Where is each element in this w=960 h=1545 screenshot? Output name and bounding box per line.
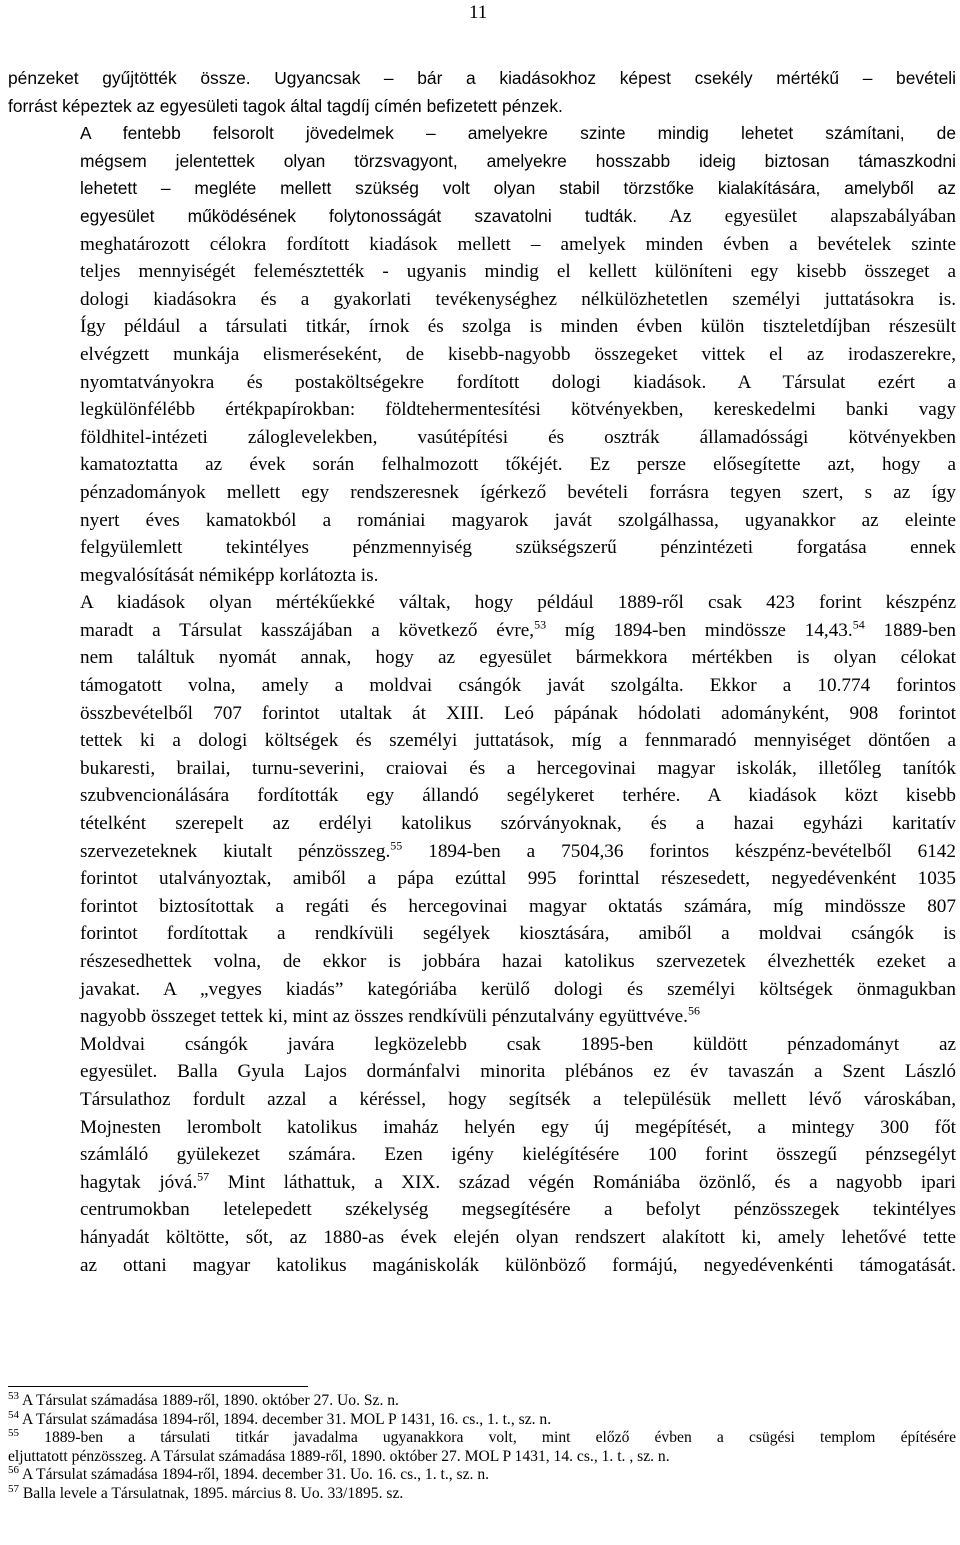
footnotes	[8, 1389, 956, 1504]
paragraph	[8, 1031, 956, 1279]
line-text: egyesület működésének folytonosságát szavatolni tudták.	[80, 205, 638, 226]
text-line	[8, 231, 956, 259]
line-text: meghatározott célokra fordított kiadások mellett – amelyek minden évben a bevételek szinte	[80, 233, 956, 255]
body-text	[8, 65, 956, 1279]
text-line	[8, 589, 956, 617]
text-line	[8, 1058, 956, 1086]
paragraph	[8, 120, 956, 589]
text-line	[8, 1003, 956, 1031]
line-text: összbevételből 707 forintot utaltak át XIII. Leó pápának hódolati adományként, 908 forintot	[80, 702, 956, 724]
text-line	[8, 93, 956, 121]
text-line	[8, 286, 956, 314]
line-text: Az egyesület alapszabályában	[637, 205, 956, 227]
text-line	[8, 1196, 956, 1224]
line-text: nyert éves kamatokból a romániai magyarok javát szolgálhassa, ugyanakkor az eleinte	[80, 509, 956, 531]
text-line	[8, 700, 956, 728]
line-text: szubvencionálására fordították egy állandó segélykeret terhére. A kiadások közt kisebb	[80, 785, 956, 807]
text-line	[8, 451, 956, 479]
footnote	[8, 1389, 956, 1411]
line-text: kamatoztatta az évek során felhalmozott tőkéjét. Ez persze elősegítette azt, hogy a	[80, 454, 956, 476]
text-line	[8, 1224, 956, 1252]
page-number: 11	[469, 2, 488, 23]
text-line	[8, 920, 956, 948]
footnote-ref: 54	[852, 617, 865, 632]
line-text: 1889-ben	[864, 619, 956, 641]
footnote	[8, 1408, 956, 1430]
footnote-number: 53	[8, 1389, 19, 1402]
line-text: A fentebb felsorolt jövedelmek – amelyekre szinte mindig lehetet számítani, de	[80, 123, 956, 144]
line-text: 1894-ben a 7504,36 forintos készpénz-bevételből 6142	[402, 840, 956, 862]
footnote-ref: 56	[687, 1003, 700, 1018]
footnote-number: 57	[8, 1482, 19, 1495]
line-text: javakat. A „vegyes kiadás” kategóriába kerülő dologi és személyi költségek önmagukban	[80, 978, 956, 1000]
text-line	[8, 313, 956, 341]
text-line	[8, 148, 956, 176]
text-line	[8, 893, 956, 921]
line-text: nagyobb összeget tettek ki, mint az összes rendkívüli pénzutalvány együttvéve.	[80, 1006, 688, 1028]
text-line	[8, 203, 956, 231]
footnote-text: A Társulat számadása 1894-ről, 1894. december 31. Uo. 16. cs., 1. t., sz. n.	[19, 1466, 490, 1484]
footnote-text: 1889-ben a társulati titkár javadalma ugyanakkora volt, mint előző évben a csügési templom építésére	[19, 1429, 956, 1447]
text-line	[8, 1141, 956, 1169]
text-line	[8, 562, 956, 590]
line-text: Mojnesten lerombolt katolikus imaház helyén egy új megépítését, a mintegy 300 főt	[80, 1116, 956, 1138]
line-text: egyesület. Balla Gyula Lajos dormánfalvi minorita plébános ez év tavaszán a Szent László	[80, 1061, 956, 1083]
text-line	[8, 755, 956, 783]
line-text: Így például a társulati titkár, írnok és szolga is minden évben külön tiszteletdíjban részesült	[80, 316, 956, 338]
footnote	[8, 1448, 956, 1467]
text-line	[8, 1031, 956, 1059]
line-text: lehetett – megléte mellett szükség volt olyan stabil törzstőke kialakítására, amelyből az	[80, 178, 956, 199]
text-line	[8, 120, 956, 148]
line-text: hányadát költötte, sőt, az 1880-as évek elején olyan rendszert alakított ki, amely lehetővé tette	[80, 1226, 956, 1248]
footnote-number: 55	[8, 1427, 19, 1439]
text-line	[8, 672, 956, 700]
line-text: tételként szerepelt az erdélyi katolikus szórványoknak, és a hazai egyházi karitatív	[80, 813, 956, 835]
footnote	[8, 1482, 956, 1504]
line-text: elvégzett munkája elismeréseként, de kisebb-nagyobb összegeket vittek el az irodaszerekre,	[80, 343, 956, 365]
line-text: Társulathoz fordult azzal a kéréssel, hogy segítsék a településük mellett lévő városkában,	[80, 1088, 956, 1110]
footnote-number: 56	[8, 1464, 19, 1477]
line-text: forrást képeztek az egyesületi tagok által tagdíj címén befizetett pénzek.	[8, 95, 563, 116]
line-text: dologi kiadásokra és a gyakorlati tevékenységhez nélkülözhetetlen személyi juttatásokra is.	[80, 288, 956, 310]
footnote-text: A Társulat számadása 1894-ről, 1894. december 31. MOL P 1431, 16. cs., 1. t., sz. n.	[19, 1410, 552, 1428]
line-text: felgyülemlett tekintélyes pénzmennyiség szükségszerű pénzintézeti forgatása ennek	[80, 537, 956, 559]
text-line	[8, 782, 956, 810]
line-text: megvalósítását némiképp korlátozta is.	[80, 564, 379, 586]
text-line	[8, 1086, 956, 1114]
footnote	[8, 1429, 956, 1448]
text-line	[8, 865, 956, 893]
text-line	[8, 175, 956, 203]
line-text: centrumokban letelepedett székelység megsegítésére a befolyt pénzösszegek tekintélyes	[80, 1199, 956, 1221]
line-text: forintot utalványoztak, amiből a pápa ezúttal 995 forinttal részesedett, negyedévenként 1035	[80, 868, 956, 890]
footnote-ref: 53	[534, 617, 547, 632]
line-text: Moldvai csángók javára legközelebb csak 1895-ben küldött pénzadományt az	[80, 1033, 956, 1055]
line-text: forintot fordítottak a rendkívüli segélyek kiosztására, amiből a moldvai csángók is	[80, 923, 956, 945]
text-line	[8, 976, 956, 1004]
line-text: számláló gyülekezet számára. Ezen igény kielégítésére 100 forint összegű pénzsegélyt	[80, 1144, 956, 1166]
text-line	[8, 424, 956, 452]
line-text: szervezeteknek kiutalt pénzösszeg.	[80, 840, 391, 862]
text-line	[8, 838, 956, 866]
footnote-text: eljuttatott pénzösszeg. A Társulat számadása 1889-ről, 1890. október 27. MOL P 1431, 14. cs., 1. t. , sz. n.	[8, 1447, 670, 1465]
text-line	[8, 65, 956, 93]
line-text: teljes mennyiségét felemésztették - ugyanis mindig el kellett különíteni egy kisebb összeget a	[80, 261, 956, 283]
text-line	[8, 617, 956, 645]
line-text: nem találtuk nyomát annak, hogy az egyesület bármekkora mértékben is olyan célokat	[80, 647, 956, 669]
text-line	[8, 258, 956, 286]
text-line	[8, 810, 956, 838]
line-text: az ottani magyar katolikus magániskolák különböző formájú, negyedévenkénti támogatását.	[80, 1254, 956, 1276]
text-line	[8, 396, 956, 424]
line-text: míg 1894-ben mindössze 14,43.	[546, 619, 853, 641]
text-line	[8, 341, 956, 369]
text-line	[8, 507, 956, 535]
text-line	[8, 1114, 956, 1142]
footnote-text: A Társulat számadása 1889-ről, 1890. október 27. Uo. Sz. n.	[19, 1392, 399, 1409]
line-text: pénzeket gyűjtötték össze. Ugyancsak – bár a kiadásokhoz képest csekély mértékű – bevételi	[8, 68, 956, 88]
text-line	[8, 948, 956, 976]
text-line	[8, 1252, 956, 1280]
line-text: támogatott volna, amely a moldvai csángók javát szolgálta. Ekkor a 10.774 forintos	[80, 675, 956, 697]
line-text: pénzadományok mellett egy rendszeresnek ígérkező bevételi forrásra tegyen szert, s az így	[80, 481, 956, 503]
footnote-ref: 55	[390, 838, 403, 853]
line-text: maradt a Társulat kasszájában a következő évre,	[80, 619, 535, 641]
footnote-separator	[8, 1386, 308, 1387]
footnote-ref: 57	[197, 1169, 210, 1184]
line-text: nyomtatványokra és postaköltségekre fordított dologi kiadások. A Társulat ezért a	[80, 371, 956, 393]
text-line	[8, 369, 956, 397]
line-text: bukaresti, brailai, turnu-severini, craiovai és a hercegovinai magyar iskolák, illetőleg tanítók	[80, 757, 956, 779]
text-line	[8, 479, 956, 507]
line-text: A kiadások olyan mértékűekké váltak, hogy például 1889-ről csak 423 forint készpénz	[80, 592, 956, 614]
text-line	[8, 534, 956, 562]
paragraph	[8, 65, 956, 120]
text-line	[8, 1169, 956, 1197]
line-text: mégsem jelentettek olyan törzsvagyont, amelyekre hosszabb ideig biztosan támaszkodni	[80, 150, 956, 171]
footnote-text: Balla levele a Társulatnak, 1895. március 8. Uo. 33/1895. sz.	[19, 1484, 404, 1502]
line-text: tettek ki a dologi költségek és személyi juttatások, míg a fennmaradó mennyiséget döntően a	[80, 730, 956, 752]
text-line	[8, 727, 956, 755]
line-text: forintot biztosítottak a regáti és hercegovinai magyar oktatás számára, míg mindössze 807	[80, 895, 956, 917]
line-text: földhitel-intézeti záloglevelekben, vasútépítési és osztrák államadóssági kötvényekben	[80, 426, 956, 448]
footnote	[8, 1466, 956, 1485]
line-text: hagytak jóvá.	[80, 1171, 198, 1193]
line-text: Mint láthattuk, a XIX. század végén Romániába özönlő, és a nagyobb ipari	[209, 1171, 957, 1193]
footnote-number: 54	[8, 1408, 19, 1421]
text-line	[8, 644, 956, 672]
line-text: legkülönfélébb értékpapírokban: földtehermentesítési kötvényekben, kereskedelmi banki vagy	[80, 399, 956, 421]
line-text: részesedhettek volna, de ekkor is jobbára hazai katolikus szervezetek élvezhették ezeket a	[80, 951, 956, 972]
paragraph	[8, 589, 956, 1031]
